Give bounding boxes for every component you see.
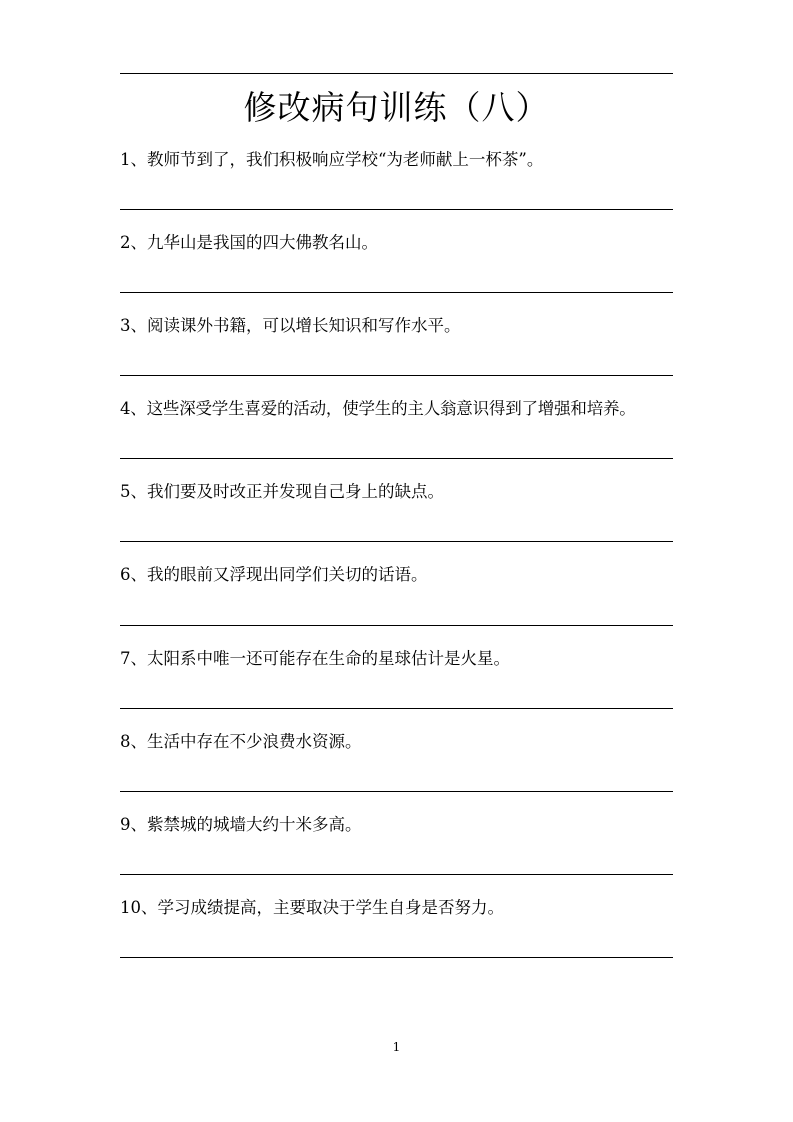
question-1: 1、教师节到了，我们积极响应学校“为老师献上一杯茶”。 — [120, 150, 544, 169]
page-title: 修改病句训练（八） — [243, 88, 550, 127]
answer-line-1 — [120, 209, 673, 210]
answer-line-3 — [120, 375, 673, 376]
answer-line-8 — [120, 791, 673, 792]
question-6: 6、我的眼前又浮现出同学们关切的话语。 — [120, 565, 428, 584]
answer-line-5 — [120, 541, 673, 542]
question-3: 3、阅读课外书籍，可以增长知识和写作水平。 — [120, 316, 461, 335]
answer-line-7 — [120, 708, 673, 709]
question-5: 5、我们要及时改正并发现自己身上的缺点。 — [120, 482, 444, 501]
page-number: 1 — [392, 1040, 401, 1054]
answer-line-10 — [120, 957, 673, 958]
question-2: 2、九华山是我国的四大佛教名山。 — [120, 233, 378, 252]
answer-line-9 — [120, 874, 673, 875]
question-8: 8、生活中存在不少浪费水资源。 — [120, 732, 362, 751]
question-9: 9、紫禁城的城墙大约十米多高。 — [120, 815, 362, 834]
question-10: 10、学习成绩提高，主要取决于学生自身是否努力。 — [120, 898, 504, 917]
top-rule — [120, 73, 673, 74]
answer-line-4 — [120, 458, 673, 459]
answer-line-2 — [120, 292, 673, 293]
question-4: 4、这些深受学生喜爱的活动，使学生的主人翁意识得到了增强和培养。 — [120, 399, 636, 418]
question-7: 7、太阳系中唯一还可能存在生命的星球估计是火星。 — [120, 649, 510, 668]
answer-line-6 — [120, 625, 673, 626]
